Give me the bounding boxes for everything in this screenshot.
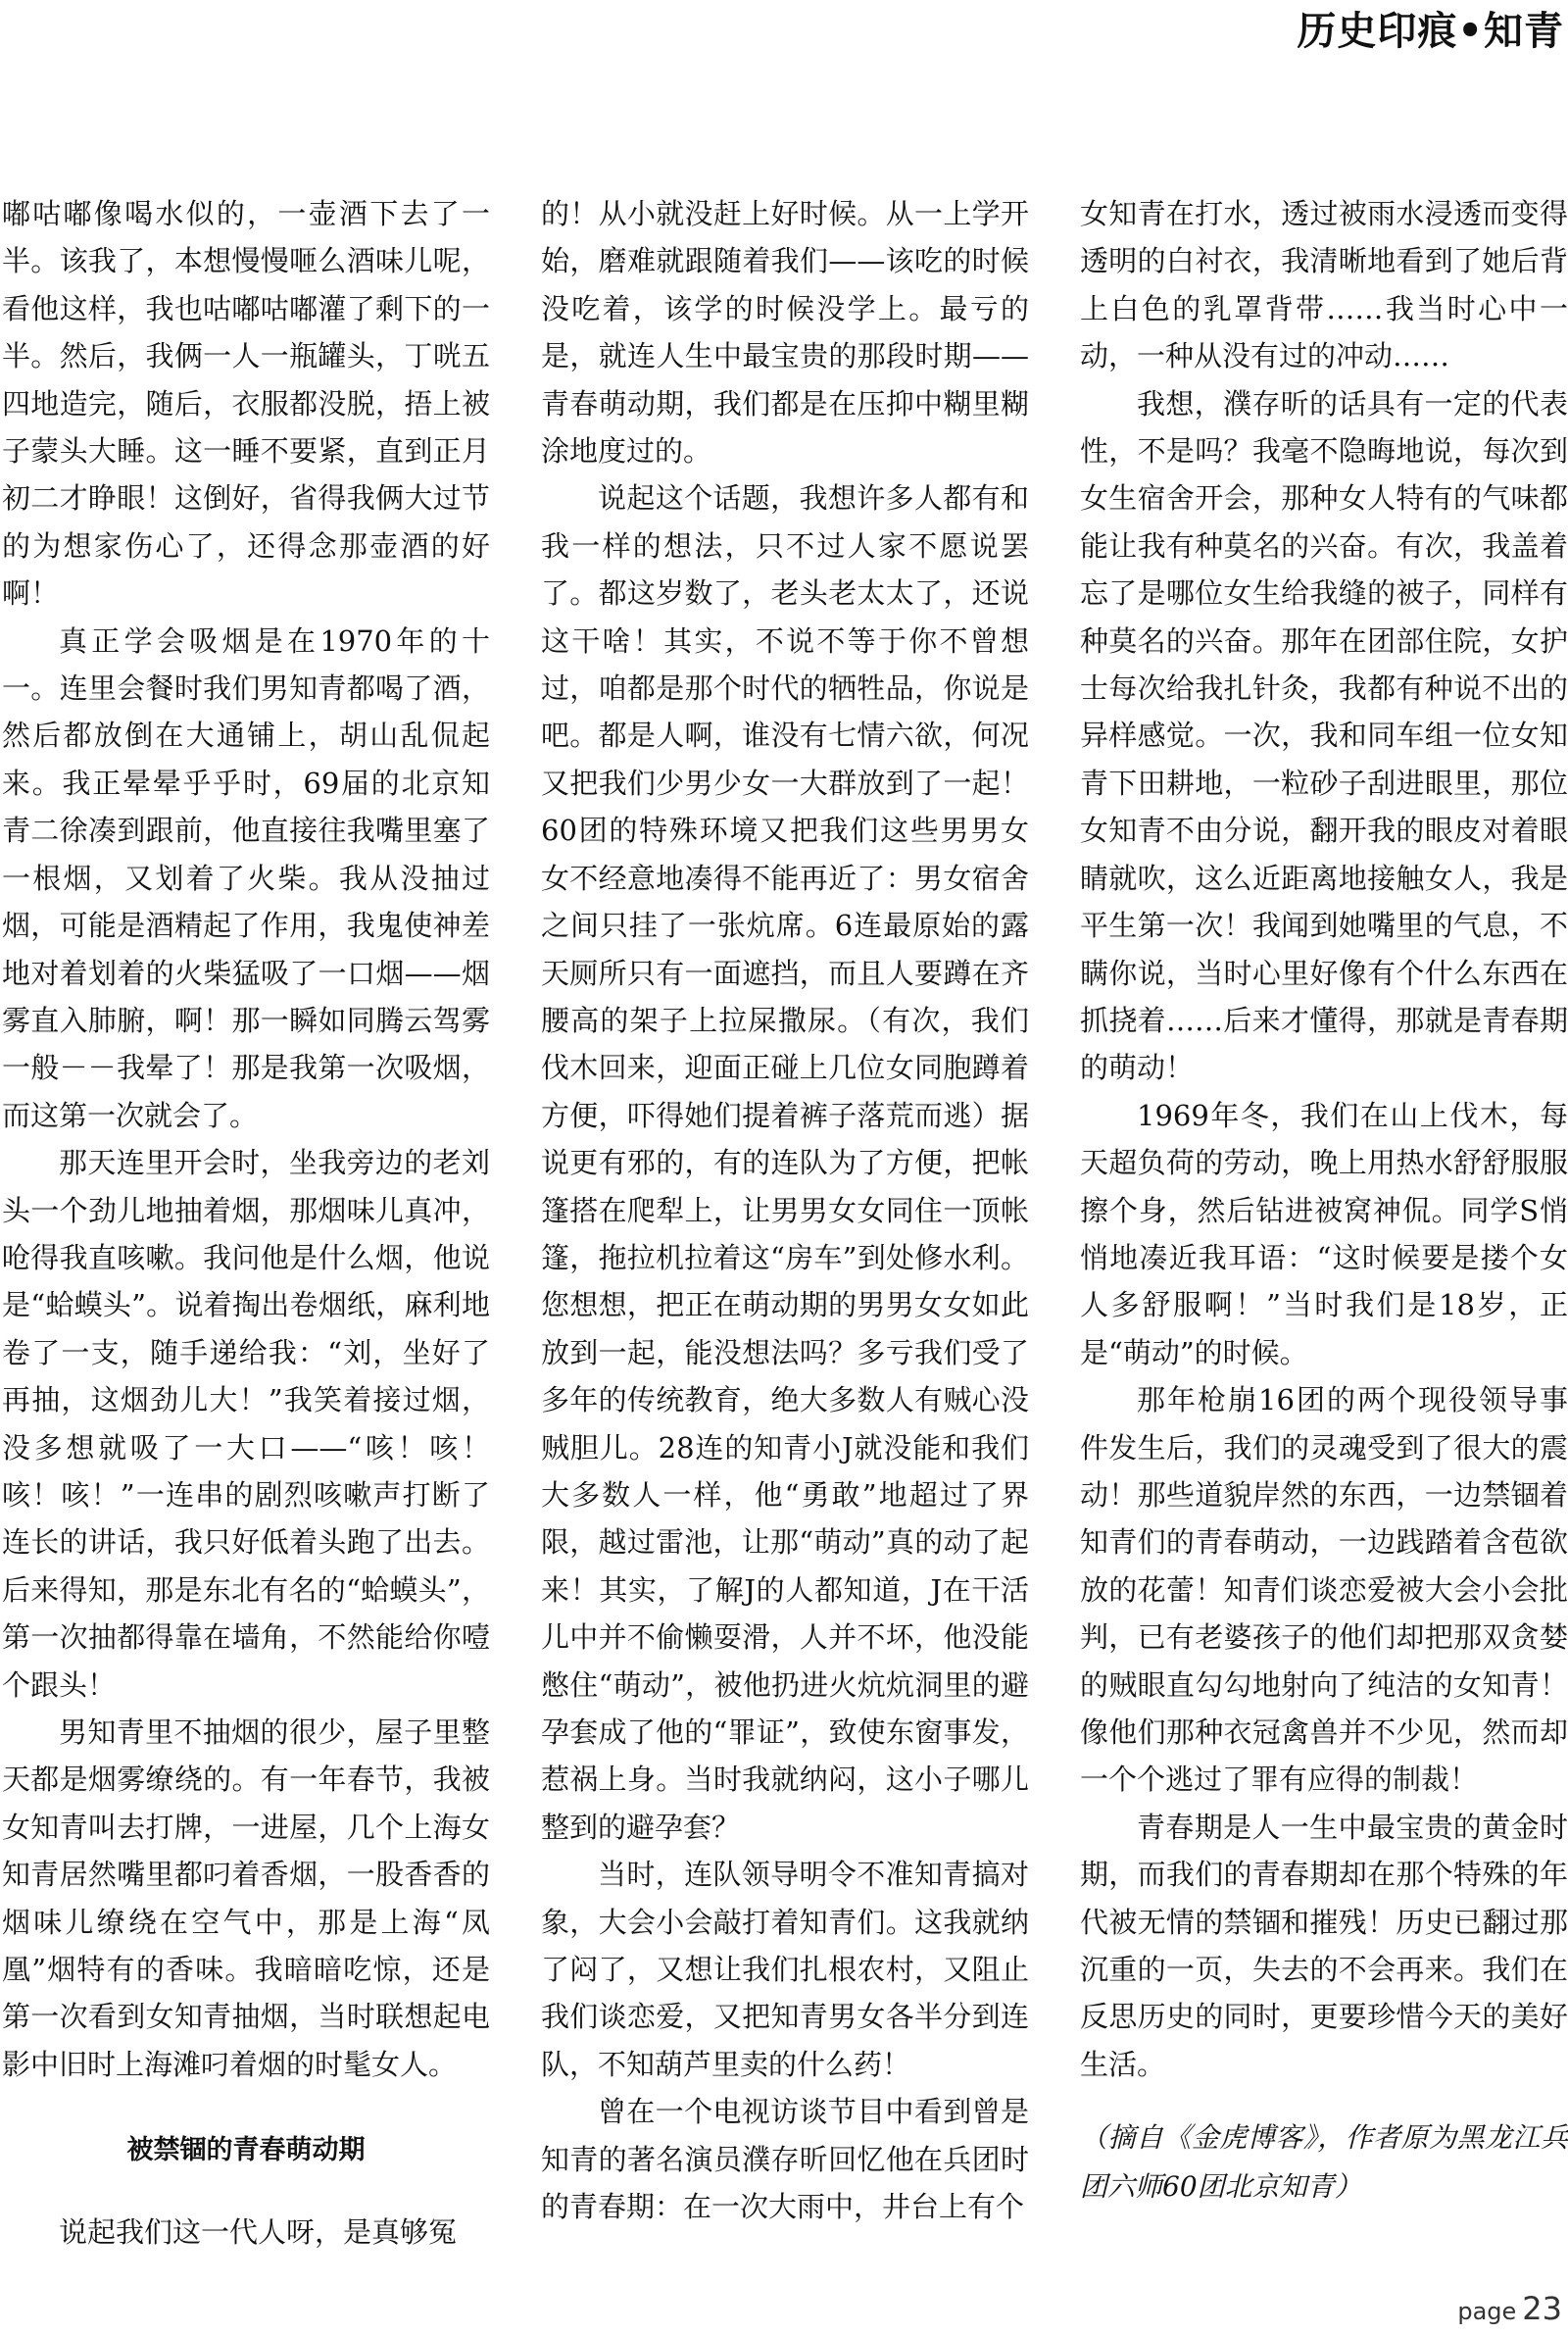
paragraph: 嘟咕嘟像喝水似的，一壶酒下去了一半。该我了，本想慢慢咂么酒味儿呢，看他这样，我也咕嘟咕嘟灌了剩下的一半。然后，我俩一人一瓶罐头，丁咣五四地造完，随后，衣服都没脱，捂上被子蒙头大睡。这一睡不要紧，直到正月初二才睁眼！这倒好，省得我俩大过节的为想家伤心了，还得念那壶酒的好啊！ [2, 197, 490, 611]
paragraph: 男知青里不抽烟的很少，屋子里整天都是烟雾缭绕的。有一年春节，我被女知青叫去打牌，一进屋，几个上海女知青居然嘴里都叼着香烟，一股香香的烟味儿缭绕在空气中，那是上海“凤凰”烟特有的香味。我暗暗吃惊，还是第一次看到女知青抽烟，当时联想起电影中旧时上海滩叼着烟的时髦女人。 [2, 1715, 490, 2081]
paragraph: 真正学会吸烟是在1970年的十一。连里会餐时我们男知青都喝了酒，然后都放倒在大通铺上，胡山乱侃起来。我正晕晕乎乎时，69届的北京知青二徐凑到跟前，他直接往我嘴里塞了一根烟，又划着了火柴。我从没抽过烟，可能是酒精起了作用，我鬼使神差地对着划着的火柴猛吸了一口烟——烟雾直入肺腑，啊！那一瞬如同腾云驾雾一般－－我晕了！那是我第一次吸烟，而这第一次就会了。 [2, 623, 490, 1132]
page-number: 23 [1522, 2290, 1562, 2327]
section-subtitle: 被禁锢的青春萌动期 [126, 2135, 366, 2166]
page-label: page [1457, 2298, 1517, 2325]
paragraph: 我想，濮存昕的话具有一定的代表性，不是吗？我毫不隐晦地说，每次到女生宿舍开会，那种女人特有的气味都能让我有种莫名的兴奋。有次，我盖着忘了是哪位女生给我缝的被子，同样有种莫名的兴奋。那年在团部住院，女护士每次给我扎针灸，我都有种说不出的异样感觉。一次，我和同车组一位女知青下田耕地，一粒砂子刮进眼里，那位女知青不由分说，翻开我的眼皮对着眼睛就吹，这么近距离地接触女人，我是平生第一次！我闻到她嘴里的气息，不瞒你说，当时心里好像有个什么东西在抓挠着……后来才懂得，那就是青春期的萌动！ [1080, 386, 1568, 1085]
paragraph: 青春期是人一生中最宝贵的黄金时期，而我们的青春期却在那个特殊的年代被无情的禁锢和摧残！历史已翻过那沉重的一页，失去的不会再来。我们在反思历史的同时，更要珍惜今天的美好生活。 [1080, 1810, 1568, 2081]
paragraph: 那年枪崩16团的两个现役领导事件发生后，我们的灵魂受到了很大的震动！那些道貌岸然的东西，一边禁锢着知青们的青春萌动，一边践踏着含苞欲放的花蕾！知青们谈恋爱被大会小会批判，已有老婆孩子的他们却把那双贪婪的贼眼直勾勾地射向了纯洁的女知青！像他们那种衣冠禽兽并不少见，然而却一个个逃过了罪有应得的制裁！ [1080, 1383, 1568, 1797]
source-note: （摘自《金虎博客》，作者原为黑龙江兵团六师60团北京知青） [1080, 2121, 1568, 2204]
paragraph: 曾在一个电视访谈节目中看到曾是知青的著名演员濮存昕回忆他在兵团时的青春期：在一次大雨中，井台上有个 [541, 2095, 1029, 2224]
article-column-2 [541, 190, 1029, 2230]
paragraph: 女知青在打水，透过被雨水浸透而变得透明的白衬衣，我清晰地看到了她后背上白色的乳罩背带……我当时心中一动，一种从没有过的冲动…… [1080, 197, 1568, 373]
paragraph: 说起我们这一代人呀，是真够冤 [59, 2214, 458, 2249]
paragraph: 那天连里开会时，坐我旁边的老刘头一个劲儿地抽着烟，那烟味儿真冲，呛得我直咳嗽。我问他是什么烟，他说是“蛤蟆头”。说着掏出卷烟纸，麻利地卷了一支，随手递给我：“刘，坐好了再抽，这烟劲儿大！”我笑着接过烟，没多想就吸了一大口——“咳！咳！咳！咳！”一连串的剧烈咳嗽声打断了连长的讲话，我只好低着头跑了出去。后来得知，那是东北有名的“蛤蟆头”，第一次抽都得靠在墙角，不然能给你噎个跟头！ [2, 1146, 490, 1702]
paragraph: 说起这个话题，我想许多人都有和我一样的想法，只不过人家不愿说罢了。都这岁数了，老头老太太了，还说这干啥！其实，不说不等于你不曾想过，咱都是那个时代的牺牲品，你说是吧。都是人啊，谁没有七情六欲，何况又把我们少男少女一大群放到了一起！60团的特殊环境又把我们这些男男女女不经意地凑得不能再近了：男女宿舍之间只挂了一张炕席。6连最原始的露天厕所只有一面遮挡，而且人要蹲在齐腰高的架子上拉屎撒尿。（有次，我们伐木回来，迎面正碰上几位女同胞蹲着方便，吓得她们提着裤子落荒而逃）据说更有邪的，有的连队为了方便，把帐篷搭在爬犁上，让男男女女同住一顶帐篷，拖拉机拉着这“房车”到处修水利。您想想，把正在萌动期的男男女女如此放到一起，能没想法吗？多亏我们受了多年的传统教育，绝大多数人有贼心没贼胆儿。28连的知青小J就没能和我们大多数人一样，他“勇敢”地超过了界限，越过雷池，让那“萌动”真的动了起来！其实，了解J的人都知道，J在干活儿中并不偷懒耍滑，人并不坏，他没能憋住“萌动”，被他扔进火炕炕洞里的避孕套成了他的“罪证”，致使东窗事发，惹祸上身。当时我就纳闷，这小子哪儿整到的避孕套？ [541, 481, 1029, 1844]
article-column-1 [2, 190, 490, 2256]
article-column-3 [1080, 190, 1568, 2211]
paragraph: 1969年冬，我们在山上伐木，每天超负荷的劳动，晚上用热水舒舒服服擦个身，然后钻进被窝神侃。同学S悄悄地凑近我耳语：“这时候要是搂个女人多舒服啊！”当时我们是18岁，正是“萌动”的时候。 [1080, 1098, 1568, 1369]
paragraph: 当时，连队领导明令不准知青搞对象，大会小会敲打着知青们。这我就纳了闷了，又想让我们扎根农村，又阻止我们谈恋爱，又把知青男女各半分到连队，不知葫芦里卖的什么药！ [541, 1858, 1029, 2081]
page-footer [1457, 2290, 1562, 2327]
section-header: 历史印痕•知青 [1297, 8, 1564, 54]
paragraph: 的！从小就没赶上好时候。从一上学开始，磨难就跟随着我们——该吃的时候没吃着，该学的时候没学上。最亏的是，就连人生中最宝贵的那段时期——青春萌动期，我们都是在压抑中糊里糊涂地度过的。 [541, 197, 1029, 469]
